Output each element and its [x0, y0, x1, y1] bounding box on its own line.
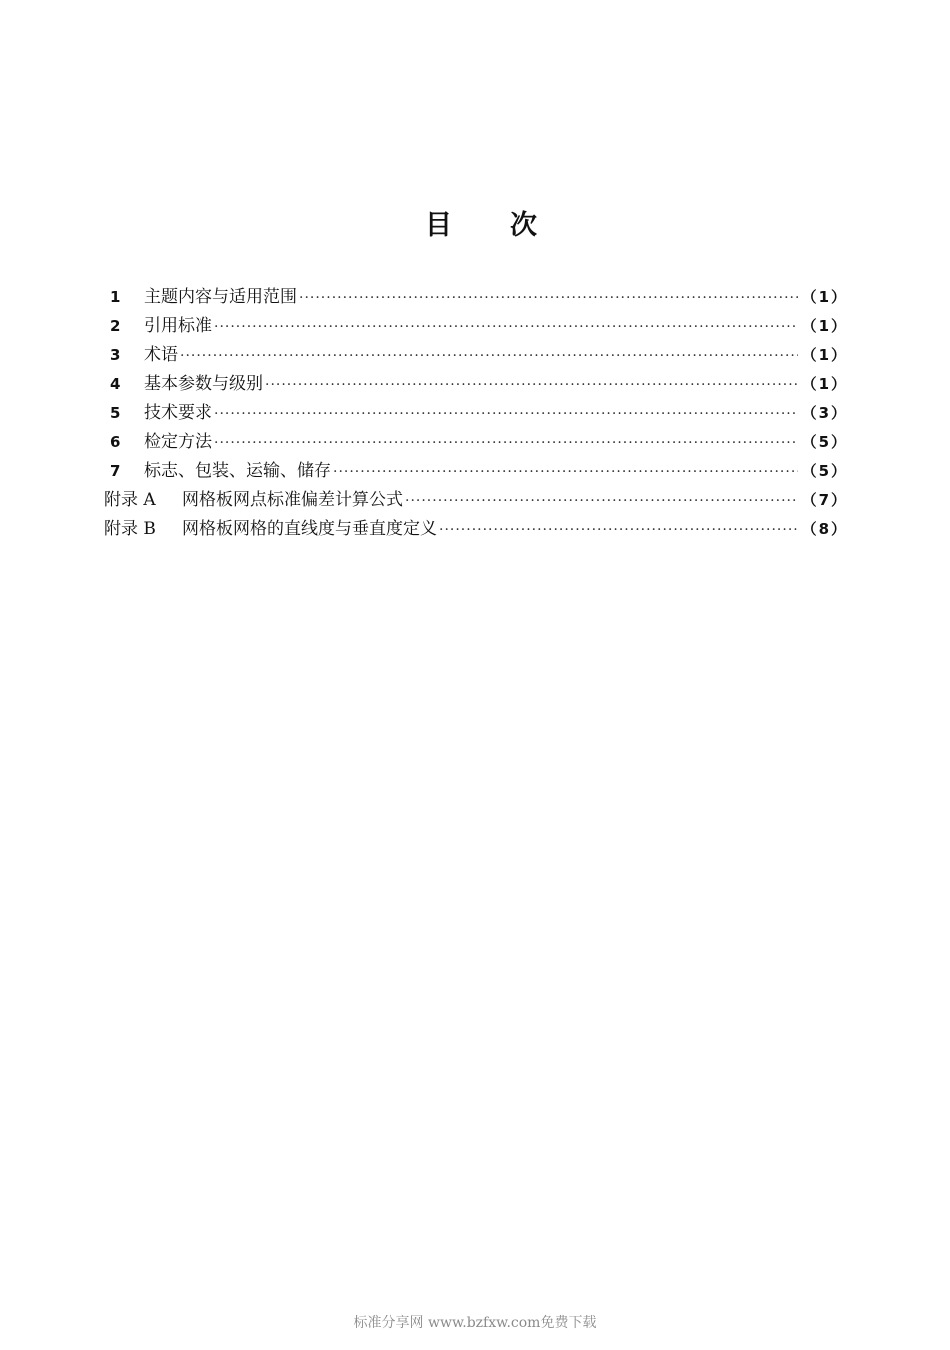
toc-entry-page: （3）	[801, 404, 848, 422]
toc-entry-number: 1	[110, 288, 121, 306]
toc-entry-7[interactable]	[104, 456, 848, 485]
toc-dot-leader	[214, 435, 798, 451]
toc-dot-leader	[333, 464, 798, 480]
toc-dot-leader	[180, 348, 798, 364]
table-of-contents	[104, 282, 848, 543]
title-char-2: 次	[510, 210, 539, 241]
toc-entry-title: 网格板网格的直线度与垂直度定义	[182, 519, 437, 539]
toc-dot-leader	[439, 522, 798, 538]
toc-entry-number: 附录 A	[104, 490, 156, 510]
toc-entry-page: （1）	[801, 317, 848, 335]
toc-entry-number: 附录 B	[104, 519, 156, 539]
toc-entry-title: 技术要求	[144, 403, 212, 423]
toc-dot-leader	[265, 377, 798, 393]
toc-entry-number: 4	[110, 375, 121, 393]
toc-entry-number: 6	[110, 433, 121, 451]
toc-entry-number: 3	[110, 346, 121, 364]
toc-entry-5[interactable]	[104, 398, 848, 427]
toc-entry-number: 7	[110, 462, 121, 480]
toc-entry-page: （7）	[801, 491, 848, 509]
toc-dot-leader	[405, 493, 798, 509]
toc-dot-leader	[299, 290, 798, 306]
toc-entry-title: 标志、包装、运输、储存	[144, 461, 331, 481]
toc-entry-title: 检定方法	[144, 432, 212, 452]
toc-entry-page: （8）	[801, 520, 848, 538]
toc-entry-title: 基本参数与级别	[144, 374, 263, 394]
toc-entry-page: （1）	[801, 346, 848, 364]
toc-dot-leader	[214, 319, 798, 335]
toc-entry-page: （1）	[801, 288, 848, 306]
toc-entry-appendix-b[interactable]	[104, 514, 848, 543]
toc-entry-title: 网格板网点标准偏差计算公式	[182, 490, 403, 510]
toc-entry-page: （1）	[801, 375, 848, 393]
title-char-1: 目	[425, 210, 454, 241]
toc-entry-3[interactable]	[104, 340, 848, 369]
toc-entry-number: 5	[110, 404, 121, 422]
toc-entry-6[interactable]	[104, 427, 848, 456]
toc-entry-2[interactable]	[104, 311, 848, 340]
toc-entry-title: 术语	[144, 345, 178, 365]
toc-entry-4[interactable]	[104, 369, 848, 398]
toc-entry-title: 主题内容与适用范围	[144, 287, 297, 307]
toc-dot-leader	[214, 406, 798, 422]
toc-entry-number: 2	[110, 317, 121, 335]
toc-entry-appendix-a[interactable]	[104, 485, 848, 514]
toc-entry-page: （5）	[801, 433, 848, 451]
toc-entry-title: 引用标准	[144, 316, 212, 336]
footer-watermark: 标准分享网 www.bzfxw.com免费下载	[353, 1315, 597, 1331]
toc-entry-page: （5）	[801, 462, 848, 480]
toc-entry-1[interactable]	[104, 282, 848, 311]
